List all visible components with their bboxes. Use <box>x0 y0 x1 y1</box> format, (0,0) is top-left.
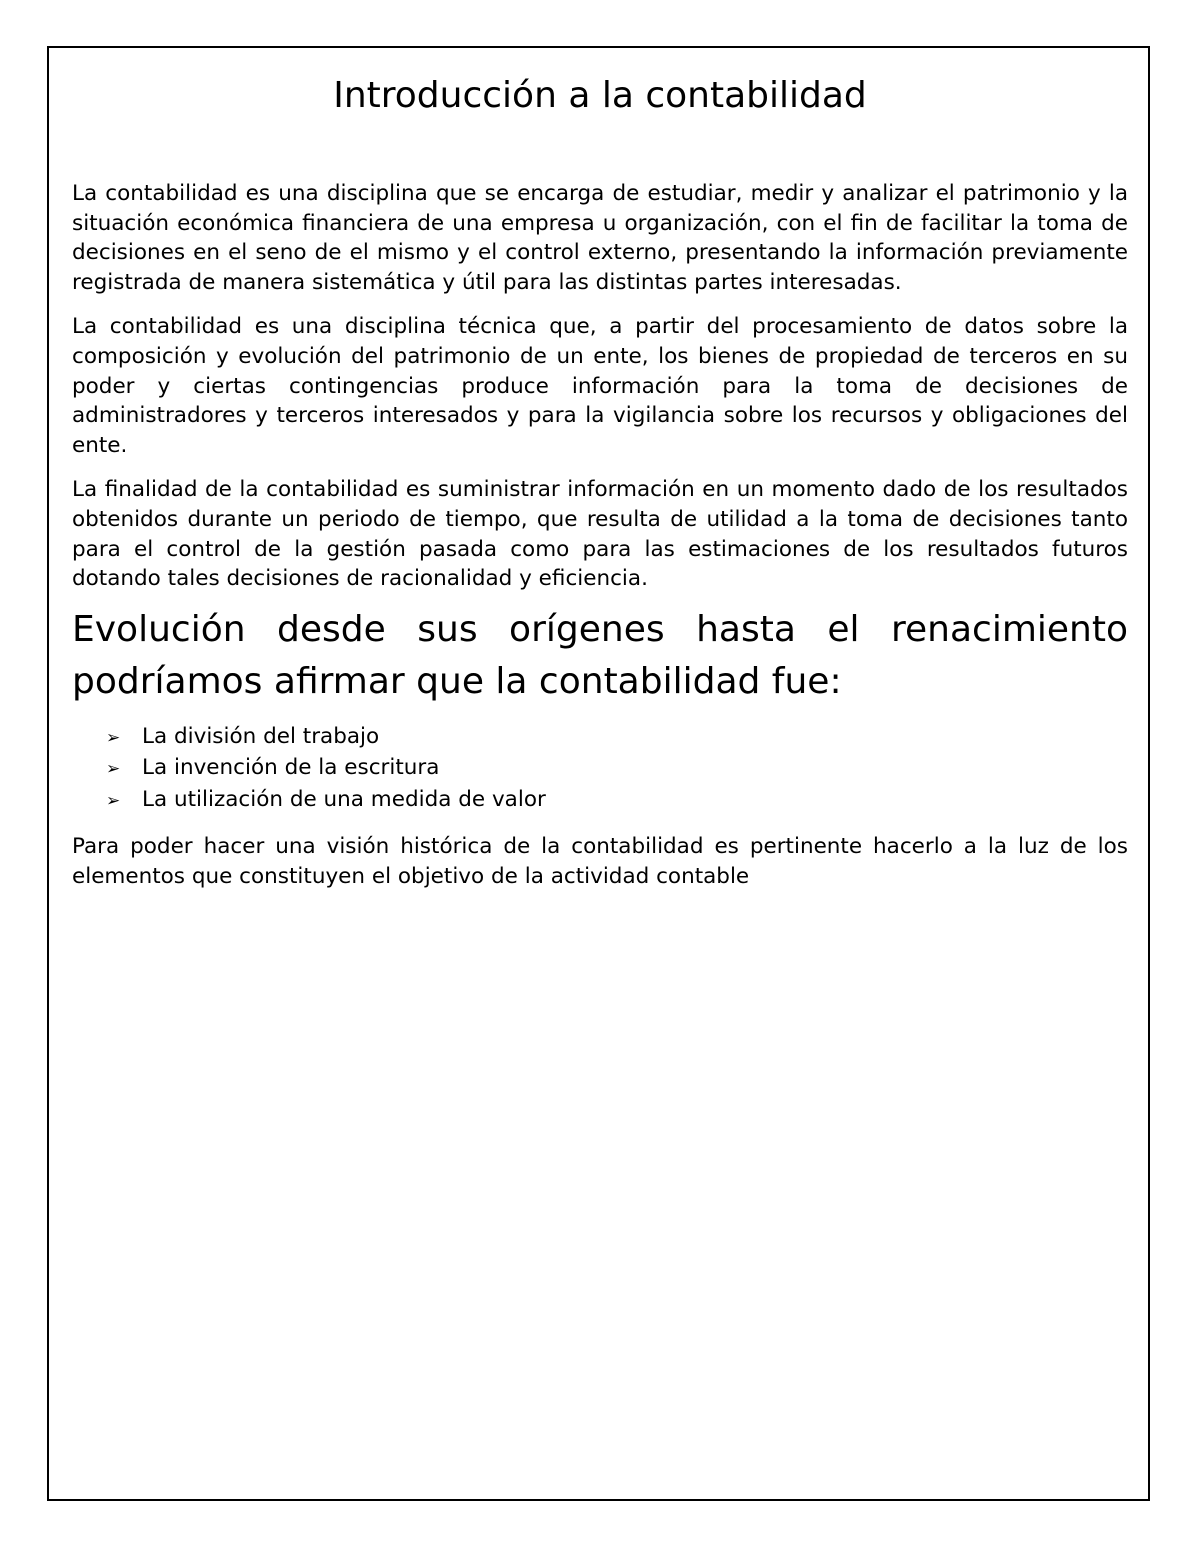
list-item <box>106 753 1128 784</box>
bullet-list <box>72 722 1128 816</box>
paragraph-closing: Para poder hacer una visión histórica de la contabilidad es pertinente hacerlo a la luz de los elementos que constituyen el objetivo de la actividad contable <box>72 833 1128 889</box>
list-item-text: La invención de la escritura <box>142 755 440 781</box>
section-heading: Evolución desde sus orígenes hasta el renacimiento podríamos afirmar que la contabilidad fue: <box>72 608 1128 702</box>
paragraph-technical-discipline: La contabilidad es una disciplina técnica que, a partir del procesamiento de datos sobre la composición y evolución del patrimonio de un ente, los bienes de propiedad de terceros en su poder y ciertas contingencias produce información para la toma de decisiones de administradores y terceros interesados y para la vigilancia sobre los recursos y obligaciones del ente. <box>72 314 1128 458</box>
list-item-text: La división del trabajo <box>142 723 380 749</box>
arrow-bullet-icon: ➢ <box>106 727 121 748</box>
page-title: Introducción a la contabilidad <box>333 75 867 116</box>
paragraph-purpose: La finalidad de la contabilidad es suministrar información en un momento dado de los resultados obtenidos durante un periodo de tiempo, que resulta de utilidad a la toma de decisiones tanto para el control de la gestión pasada como para las estimaciones de los resultados futuros dotando tales decisiones de racionalidad y eficiencia. <box>72 477 1128 592</box>
document-body <box>72 70 1128 891</box>
list-item <box>106 722 1128 753</box>
arrow-bullet-icon: ➢ <box>106 790 121 811</box>
arrow-bullet-icon: ➢ <box>106 759 121 780</box>
paragraph-definition: La contabilidad es una disciplina que se encarga de estudiar, medir y analizar el patrimonio y la situación económica financiera de una empresa u organización, con el fin de facilitar la toma de decisiones en el seno de el mismo y el control externo, presentando la información previamente registrada de manera sistemática y útil para las distintas partes interesadas. <box>72 181 1128 295</box>
list-item <box>106 785 1128 816</box>
list-item-text: La utilización de una medida de valor <box>142 786 546 812</box>
